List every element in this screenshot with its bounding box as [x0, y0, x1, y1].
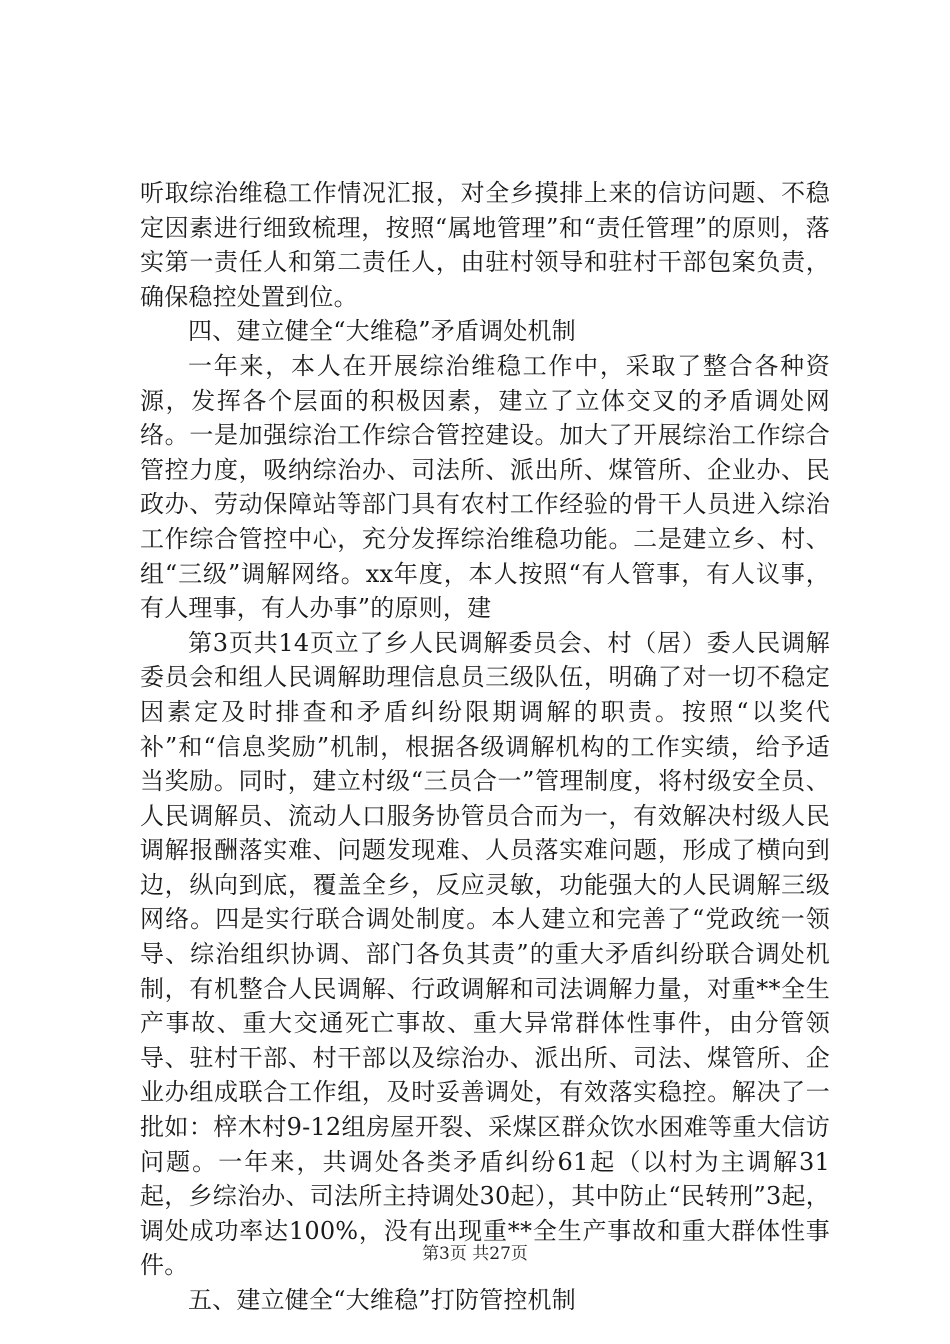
page-footer: 第3页 共27页: [422, 1244, 528, 1264]
paragraph-continuation: 听取综治维稳工作情况汇报，对全乡摸排上来的信访问题、不稳定因素进行细致梳理，按照“属地管理”和“责任管理”的原则，落实第一责任人和第二责任人，由驻村领导和驻村干部包案负责，确保稳控处置到位。: [140, 179, 830, 311]
section-heading-4: 四、建立健全“大维稳”矛盾调处机制: [188, 317, 576, 346]
section-heading-5: 五、建立健全“大维稳”打防管控机制: [188, 1286, 576, 1314]
paragraph-section-4-details: 第3页共14页立了乡人民调解委员会、村（居）委人民调解委员会和组人民调解助理信息员三级队伍，明确了对一切不稳定因素定及时排查和矛盾纠纷限期调解的职责。按照“以奖代补”和“信息奖励”机制，根据各级调解机构的工作实绩，给予适当奖励。同时，建立村级“三员合一”管理制度，将村级安全员、人民调解员、流动人口服务协管员合而为一，有效解决村级人民调解报酬落实难、问题发现难、人员落实难问题，形成了横向到边，纵向到底，覆盖全乡，反应灵敏，功能强大的人民调解三级网络。四是实行联合调处制度。本人建立和完善了“党政统一领导、综治组织协调、部门各负其责”的重大矛盾纠纷联合调处机制，有机整合人民调解、行政调解和司法调解力量，对重**全生产事故、重大交通死亡事故、重大异常群体性事件，由分管领导、驻村干部、村干部以及综治办、派出所、司法、煤管所、企业办组成联合工作组，及时妥善调处，有效落实稳控。解决了一批如：梓木村9-12组房屋开裂、采煤区群众饮水困难等重大信访问题。一年来，共调处各类矛盾纠纷61起（以村为主调解31起，乡综治办、司法所主持调处30起），其中防止“民转刑”3起，调处成功率达100%，没有出现重**全生产事故和重大群体性事件。: [140, 628, 830, 1280]
document-body: [140, 176, 830, 1318]
paragraph-section-4-intro: 一年来，本人在开展综治维稳工作中，采取了整合各种资源，发挥各个层面的积极因素，建立了立体交叉的矛盾调处网络。一是加强综治工作综合管控建设。加大了开展综治工作综合管控力度，吸纳综治办、司法所、派出所、煤管所、企业办、民政办、劳动保障站等部门具有农村工作经验的骨干人员进入综治工作综合管控中心，充分发挥综治维稳功能。二是建立乡、村、组“三级”调解网络。xx年度，本人按照“有人管事，有人议事，有人理事，有人办事”的原则，建: [140, 351, 830, 623]
